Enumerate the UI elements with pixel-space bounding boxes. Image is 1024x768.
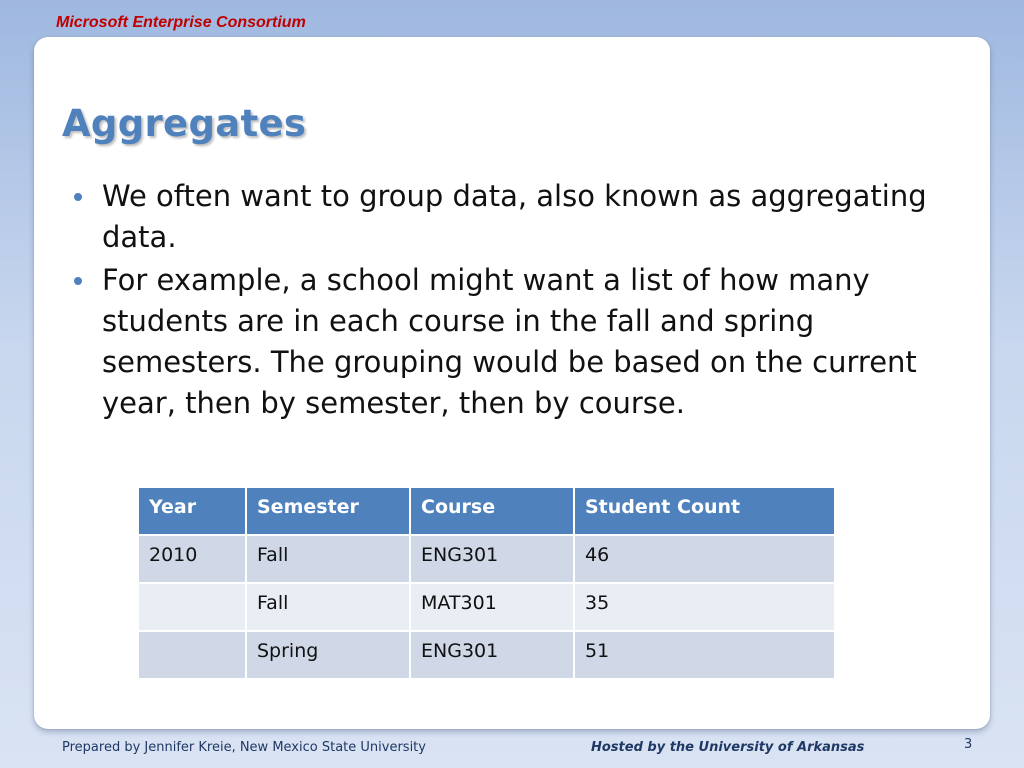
bullet-text: For example, a school might want a list of how many students are in each course in the fall and spring semesters. The grouping would be based on the current year, then by semester, then by course. xyxy=(102,263,917,420)
table-row xyxy=(138,535,835,583)
column-header-student-count: Student Count xyxy=(574,487,835,535)
page-number: 3 xyxy=(964,737,973,752)
bullet-dot-icon xyxy=(74,193,82,201)
bullet-text: We often want to group data, also known as aggregating data. xyxy=(102,179,927,254)
footer-hosted-by: Hosted by the University of Arkansas xyxy=(591,740,865,755)
column-header-semester: Semester xyxy=(246,487,410,535)
cell-course: MAT301 xyxy=(410,583,574,631)
cell-course: ENG301 xyxy=(410,535,574,583)
cell-course: ENG301 xyxy=(410,631,574,679)
table-header-row xyxy=(138,487,835,535)
aggregate-table xyxy=(137,486,836,680)
column-header-year: Year xyxy=(138,487,246,535)
cell-student-count: 35 xyxy=(574,583,835,631)
cell-semester: Spring xyxy=(246,631,410,679)
slide-title: Aggregates xyxy=(62,102,307,145)
bullet-list xyxy=(72,176,952,426)
bullet-dot-icon xyxy=(74,277,82,285)
cell-student-count: 51 xyxy=(574,631,835,679)
consortium-label: Microsoft Enterprise Consortium xyxy=(56,14,306,31)
cell-student-count: 46 xyxy=(574,535,835,583)
footer-prepared-by: Prepared by Jennifer Kreie, New Mexico State University xyxy=(62,740,426,755)
cell-year: 2010 xyxy=(138,535,246,583)
table-row xyxy=(138,631,835,679)
cell-year xyxy=(138,583,246,631)
bullet-item xyxy=(72,260,952,424)
cell-semester: Fall xyxy=(246,535,410,583)
column-header-course: Course xyxy=(410,487,574,535)
bullet-item xyxy=(72,176,952,258)
table-row xyxy=(138,583,835,631)
cell-semester: Fall xyxy=(246,583,410,631)
cell-year xyxy=(138,631,246,679)
